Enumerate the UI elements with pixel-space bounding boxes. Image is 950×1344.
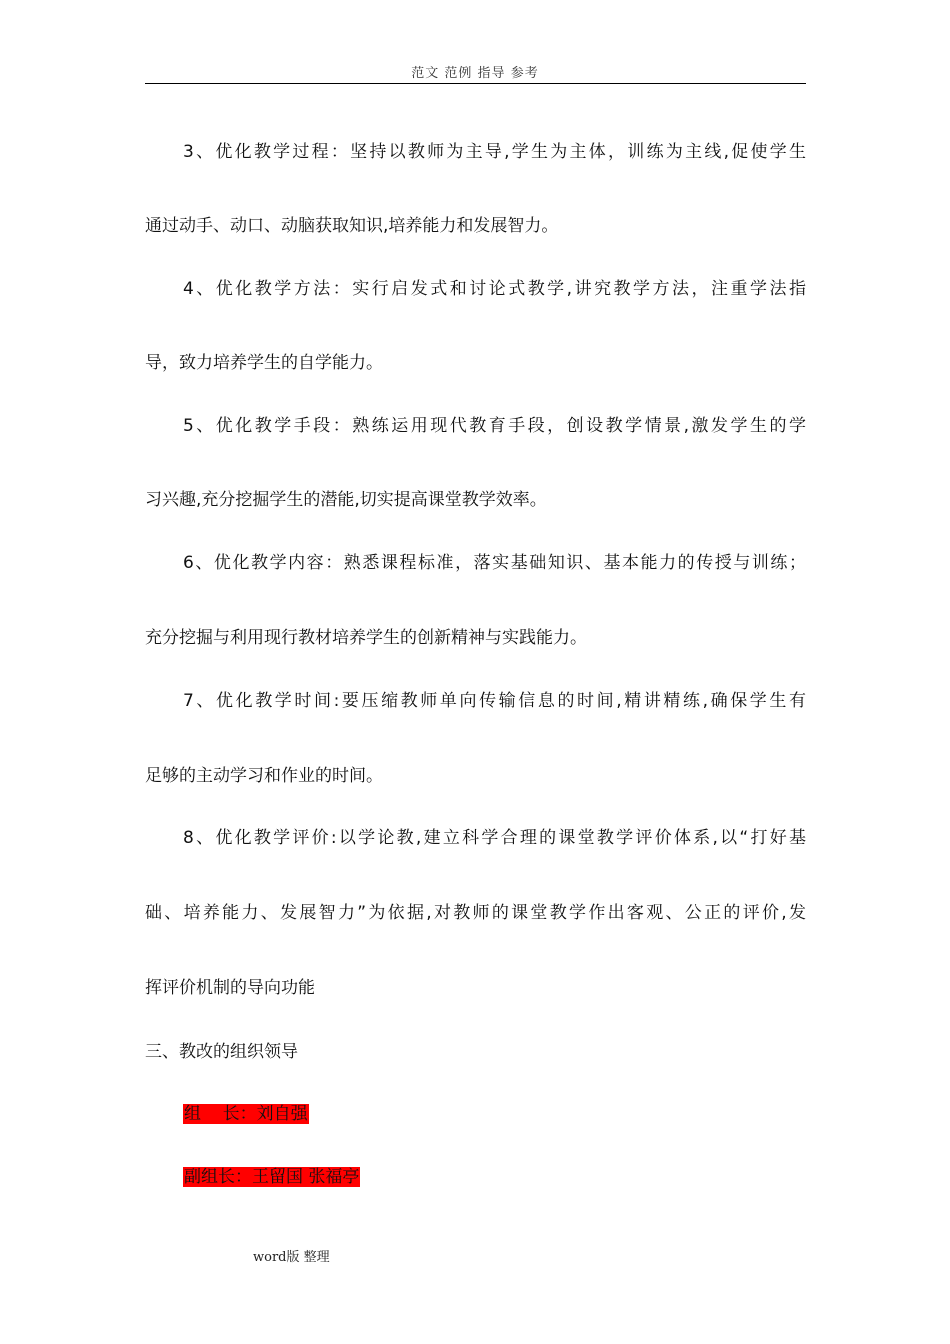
- paragraph-5-line-1: 5、优化教学手段：熟练运用现代教育手段，创设教学情景,激发学生的学: [183, 416, 806, 436]
- paragraph-8-line-1: 8、优化教学评价:以学论教,建立科学合理的课堂教学评价体系,以“打好基: [183, 828, 806, 848]
- header-rule: [145, 83, 806, 84]
- page-header: 范文 范例 指导 参考: [411, 66, 539, 81]
- paragraph-7-line-2: 足够的主动学习和作业的时间。: [145, 766, 383, 786]
- paragraph-4-line-2: 导，致力培养学生的自学能力。: [145, 353, 383, 373]
- paragraph-5-line-2: 习兴趣,充分挖掘学生的潜能,切实提高课堂教学效率。: [145, 490, 547, 510]
- paragraph-3-line-1: 3、优化教学过程：坚持以教师为主导,学生为主体，训练为主线,促使学生: [183, 142, 806, 162]
- paragraph-4-line-1: 4、优化教学方法：实行启发式和讨论式教学,讲究教学方法，注重学法指: [183, 279, 806, 299]
- paragraph-6-line-2: 充分挖掘与利用现行教材培养学生的创新精神与实践能力。: [145, 628, 587, 648]
- paragraph-8-line-2: 础、培养能力、发展智力”为依据,对教师的课堂教学作出客观、公正的评价,发: [145, 903, 806, 923]
- page-footer: word版 整理: [253, 1250, 330, 1265]
- paragraph-6-line-1: 6、优化教学内容：熟悉课程标准，落实基础知识、基本能力的传授与训练；: [183, 553, 806, 573]
- paragraph-8-line-3: 挥评价机制的导向功能: [145, 978, 315, 998]
- highlighted-deputy-leader-names: 副组长：王留国 张福亭: [184, 1167, 360, 1187]
- paragraph-3-line-2: 通过动手、动口、动脑获取知识,培养能力和发展智力。: [145, 216, 559, 236]
- paragraph-7-line-1: 7、优化教学时间:要压缩教师单向传输信息的时间,精讲精练,确保学生有: [183, 691, 806, 711]
- section-heading: 三、教改的组织领导: [145, 1042, 298, 1062]
- deputy-leader-row: [183, 1165, 360, 1189]
- highlighted-leader-name: 组 长：刘自强: [184, 1104, 308, 1124]
- leader-row: [183, 1102, 309, 1126]
